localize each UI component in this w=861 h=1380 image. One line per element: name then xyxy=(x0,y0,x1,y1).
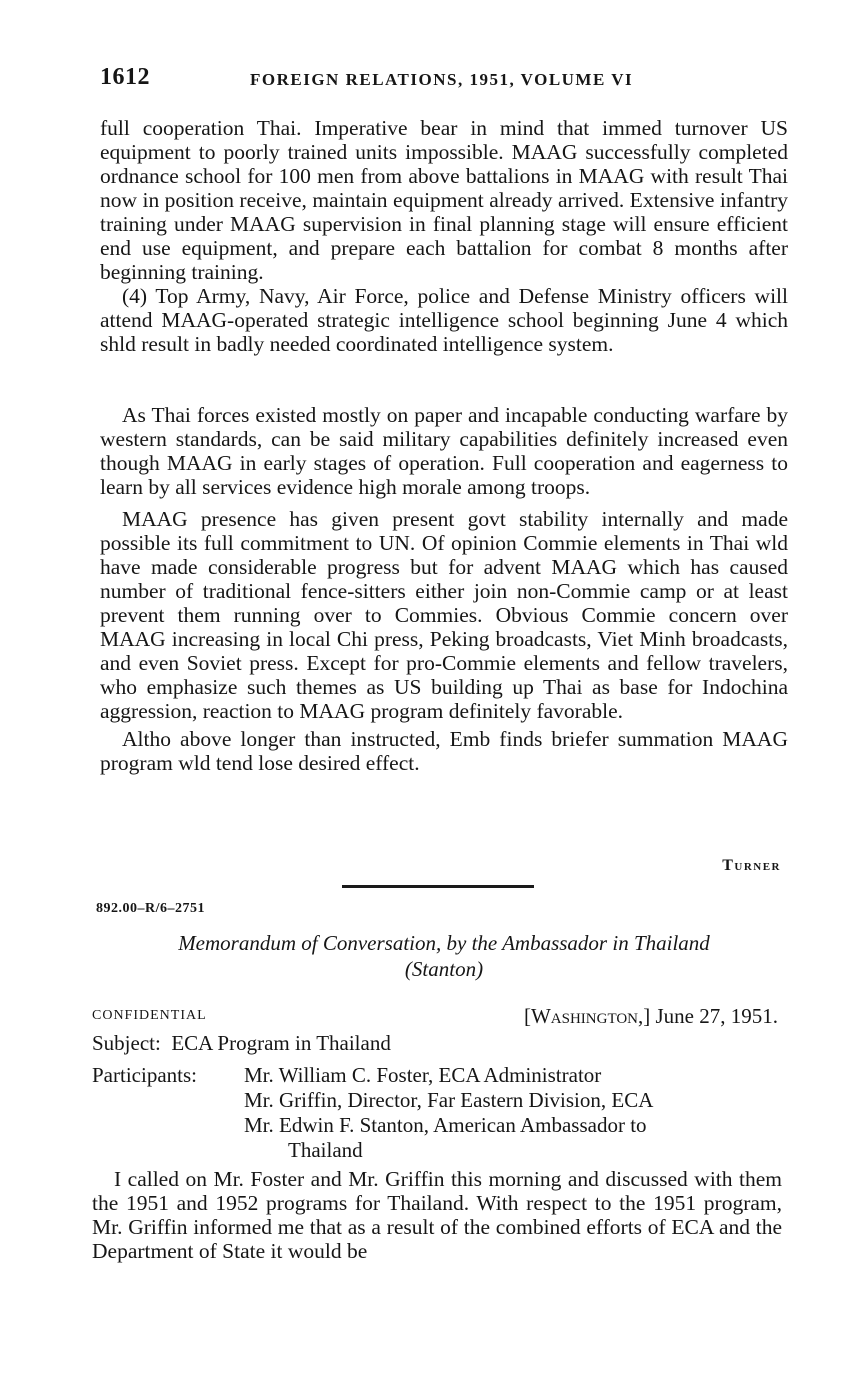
signature: Turner xyxy=(722,857,781,874)
file-code: 892.00–R/6–2751 xyxy=(96,901,205,916)
participant: Mr. Edwin F. Stanton, American Ambassador to xyxy=(244,1113,647,1137)
participants-list xyxy=(244,1063,782,1163)
subject-value: ECA Program in Thailand xyxy=(171,1031,391,1055)
running-head: FOREIGN RELATIONS, 1951, VOLUME VI xyxy=(250,70,634,89)
paragraph: I called on Mr. Foster and Mr. Griffin this morning and discussed with them the 1951 and 1952 programs for Thailand. With respect to the 1951 program, Mr. Griffin informed me that as a result of the combined efforts of ECA and the Department of State it would be xyxy=(92,1167,782,1263)
memo-title-line: (Stanton) xyxy=(404,957,484,981)
participants-label: Participants: xyxy=(92,1063,197,1087)
participant: Mr. Griffin, Director, Far Eastern Division, ECA xyxy=(244,1088,654,1112)
participant-continued: Thailand xyxy=(288,1138,363,1162)
memo-title xyxy=(100,930,788,982)
participant: Mr. William C. Foster, ECA Administrator xyxy=(244,1063,602,1087)
dateline xyxy=(524,1004,778,1029)
page-number: 1612 xyxy=(100,64,150,90)
date: June 27, 1951. xyxy=(655,1004,778,1028)
paragraph: full cooperation Thai. Imperative bear in mind that immed turnover US equipment to poorly trained units impossible. MAAG successfully completed ordnance school for 100 men from above battalions in MAAG with result Thai now in position receive, maintain equipment already arrived. Extensive infantry training under MAAG supervision in final planning stage will ensure efficient end use equipment, and prepare each battalion for combat 8 months after beginning training. xyxy=(100,116,788,284)
continued-text-block xyxy=(100,116,788,356)
place: [Washington,] xyxy=(523,1004,651,1028)
classification-line xyxy=(92,1004,782,1030)
subject-label: Subject: xyxy=(92,1031,161,1055)
memo-body xyxy=(92,1167,782,1263)
paragraph: Altho above longer than instructed, Emb finds briefer summation MAAG program wld tend lose desired effect. xyxy=(100,727,788,775)
paragraph: As Thai forces existed mostly on paper and incapable conducting warfare by western standards, can be said military capabilities definitely increased even though MAAG in early stages of operation. Full cooperation and eagerness to learn by all services evidence high morale among troops. xyxy=(100,403,788,499)
memo-title-line: Memorandum of Conversation, by the Ambassador in Thailand xyxy=(178,931,710,955)
page-header xyxy=(100,64,790,96)
subject-line xyxy=(92,1031,391,1055)
paragraph: MAAG presence has given present govt stability internally and made possible its full commitment to UN. Of opinion Commie elements in Thai wld have made considerable progress but for advent MAAG which has caused number of traditional fence-sitters either join non-Commie camp or at least prevent them running over to Commies. Obvious Commie concern over MAAG increasing in local Chi press, Peking broadcasts, Viet Minh broadcasts, and even Soviet press. Except for pro-Commie elements and fellow travelers, who emphasize such themes as US building up Thai as base for Indochina aggression, reaction to MAAG program definitely favorable. xyxy=(100,507,788,723)
section-divider xyxy=(342,885,534,888)
paragraph: (4) Top Army, Navy, Air Force, police and Defense Ministry officers will attend MAAG-operated strategic intelligence school beginning June 4 which shld result in badly needed coordinated intelligence system. xyxy=(100,284,788,356)
telegram-body xyxy=(100,403,788,775)
classification: CONFIDENTIAL xyxy=(92,1008,207,1023)
